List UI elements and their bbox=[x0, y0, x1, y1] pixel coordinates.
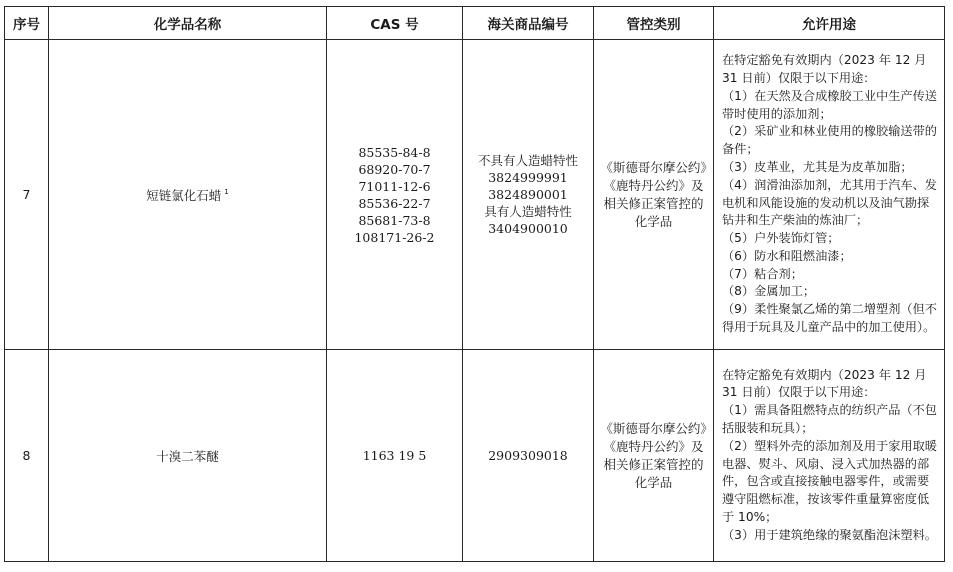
use-item: （7）粘合剂； bbox=[722, 266, 803, 281]
customs-code: 3404900010 bbox=[488, 221, 568, 236]
header-seq: 序号 bbox=[5, 7, 49, 40]
use-item: （8）金属加工； bbox=[722, 284, 816, 299]
cas-number: 85536-22-7 bbox=[358, 195, 431, 211]
row-allowed-uses bbox=[714, 40, 945, 350]
cas-number: 85535-84-8 bbox=[358, 144, 431, 160]
customs-label: 具有人造蜡特性 bbox=[484, 204, 572, 219]
use-item: （1）需具备阻燃特点的纺织产品（不包括服装和玩具）； bbox=[722, 403, 937, 435]
chemical-table bbox=[4, 6, 945, 562]
cas-number: 1163 19 5 bbox=[362, 448, 427, 463]
header-use: 允许用途 bbox=[714, 7, 945, 40]
row-chemical-name bbox=[49, 40, 327, 350]
customs-code: 2909309018 bbox=[488, 448, 568, 463]
use-item: （2）塑料外壳的添加剂及用于家用取暖电器、熨斗、风扇、浸入式加热器的部件，包含或直接接触电器零件，或需要遵守阻燃标准，按该零件重量算密度低于 10%； bbox=[722, 438, 937, 524]
customs-code: 3824890001 bbox=[488, 187, 568, 202]
use-item: （1）在天然及合成橡胶工业中生产传送带时使用的添加剂； bbox=[722, 88, 937, 121]
row-chemical-name: 十溴二苯醚 bbox=[49, 350, 327, 562]
row-control-category: 《斯德哥尔摩公约》《鹿特丹公约》及相关修正案管控的化学品 bbox=[594, 350, 714, 562]
row-cas-list bbox=[327, 40, 463, 350]
row-seq: 7 bbox=[5, 40, 49, 350]
table-row bbox=[5, 350, 945, 562]
use-item: 在特定豁免有效期内（2023 年 12 月 31 日前）仅限于以下用途： bbox=[722, 53, 927, 85]
use-item: 在特定豁免有效期内（2023 年 12 月 31 日前）仅限于以下用途： bbox=[722, 367, 927, 400]
cas-number: 85681-73-8 bbox=[358, 212, 431, 228]
header-customs: 海关商品编号 bbox=[463, 7, 594, 40]
use-item: （3）用于建筑绝缘的聚氨酯泡沫塑料。 bbox=[722, 527, 937, 542]
customs-label: 不具有人造蜡特性 bbox=[477, 153, 578, 168]
row-cas-list bbox=[327, 350, 463, 562]
row-customs-codes bbox=[463, 40, 594, 350]
header-row bbox=[5, 7, 945, 40]
customs-code: 3824999991 bbox=[488, 170, 568, 185]
use-item: （2）采矿业和林业使用的橡胶输送带的备件； bbox=[722, 124, 937, 157]
use-item: （6）防水和阻燃油漆； bbox=[722, 248, 852, 263]
header-control: 管控类别 bbox=[594, 7, 714, 40]
cas-number: 71011-12-6 bbox=[358, 178, 431, 194]
cas-number: 108171-26-2 bbox=[354, 229, 435, 245]
row-control-category: 《斯德哥尔摩公约》《鹿特丹公约》及相关修正案管控的化学品 bbox=[594, 40, 714, 350]
row-seq: 8 bbox=[5, 350, 49, 562]
row-customs-codes bbox=[463, 350, 594, 562]
chemical-name-text: 短链氯化石蜡 bbox=[146, 187, 222, 203]
use-item: （3）皮革业，尤其是为皮革加脂； bbox=[722, 159, 913, 174]
header-cas: CAS 号 bbox=[327, 7, 463, 40]
use-item: （5）户外装饰灯管； bbox=[722, 231, 840, 246]
cas-number: 68920-70-7 bbox=[358, 161, 431, 177]
use-item: （9）柔性聚氯乙烯的第二增塑剂（但不得用于玩具及儿童产品中的加工使用）。 bbox=[722, 302, 937, 335]
table-row bbox=[5, 40, 945, 350]
row-allowed-uses bbox=[714, 350, 945, 562]
use-item: （4）润滑油添加剂，尤其用于汽车、发电机和风能设施的发动机以及油气勘探钻井和生产柴油的炼油厂； bbox=[722, 177, 937, 228]
header-name: 化学品名称 bbox=[49, 7, 327, 40]
footnote-marker: 1 bbox=[224, 188, 229, 197]
